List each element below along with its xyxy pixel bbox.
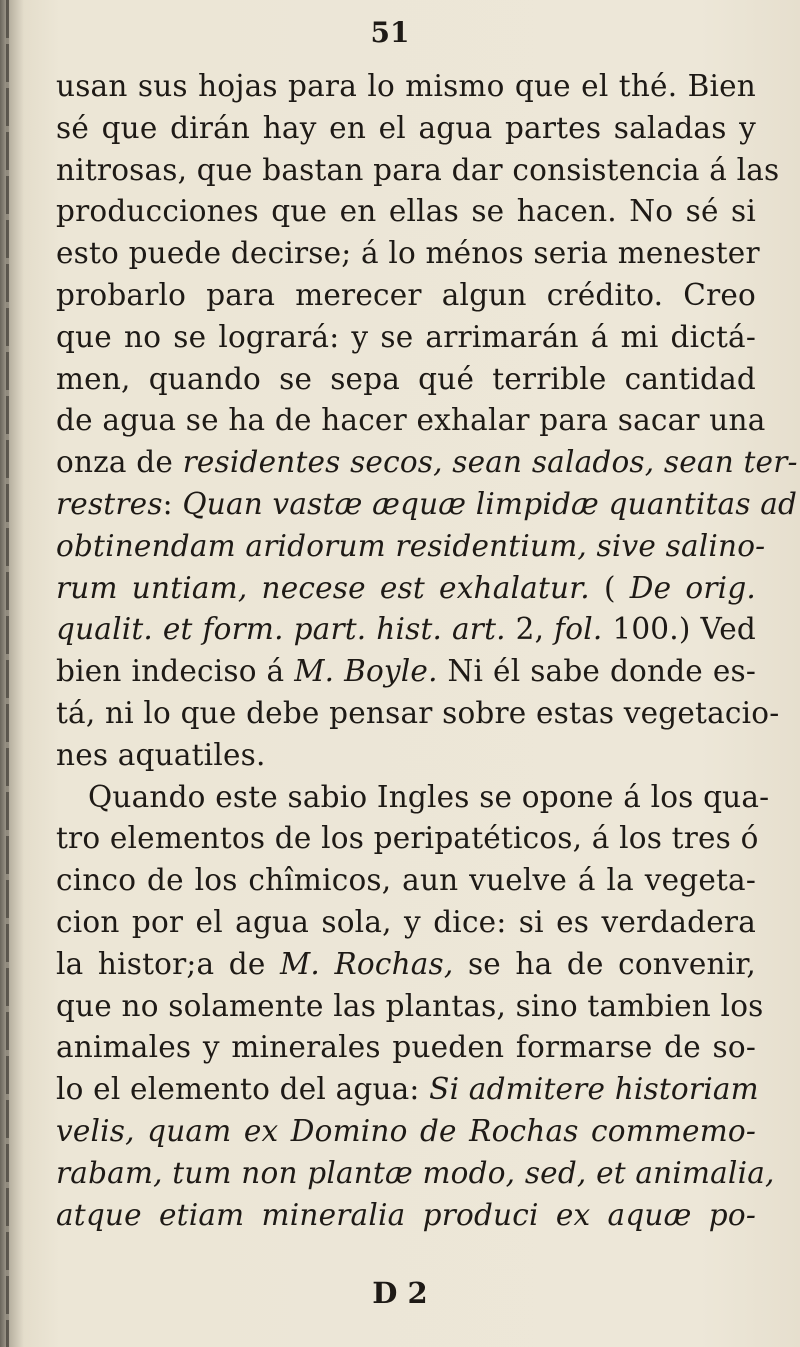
- text-run: la histor;a de: [56, 946, 281, 981]
- text-run: tá, ni lo que debe pensar sobre estas vegetacio-: [56, 695, 780, 730]
- italic-run: M. Rochas,: [280, 946, 454, 981]
- page-number: 51: [370, 16, 410, 49]
- text-run: 100.) Ved: [602, 612, 757, 647]
- text-run: esto puede decirse; á lo ménos seria menester: [56, 236, 760, 271]
- text-line: [56, 944, 756, 986]
- text-line: [56, 693, 780, 735]
- italic-run: residentes secos, sean salados, sean ter-: [182, 445, 798, 480]
- text-run: nes aquatiles.: [56, 737, 266, 772]
- text-run: cion por el agua sola, y dice: si es verdadera: [56, 904, 756, 939]
- italic-run: qualit. et form. part. hist. art.: [56, 612, 506, 647]
- text-run: nitrosas, que bastan para dar consistencia á las: [56, 152, 780, 187]
- italic-run: velis, quam ex Domino de Rochas commemo-: [56, 1113, 756, 1148]
- text-line: [56, 860, 756, 902]
- binding-gutter: [6, 0, 9, 1347]
- italic-run: atque etiam mineralia produci ex aquæ po-: [56, 1197, 756, 1232]
- text-line: [56, 359, 756, 401]
- text-line: [56, 317, 756, 359]
- italic-run: obtinendam aridorum residentium, sive salino-: [56, 528, 766, 563]
- text-line: [56, 818, 759, 860]
- italic-run: De orig.: [629, 570, 756, 605]
- text-line: [56, 150, 780, 192]
- text-run: Quando este sabio Ingles se opone á los qua-: [88, 779, 770, 814]
- text-run: 2,: [505, 612, 555, 647]
- text-line: [56, 609, 756, 651]
- text-run: animales y minerales pueden formarse de so-: [56, 1030, 756, 1065]
- text-line: [56, 526, 766, 568]
- text-run: tro elementos de los peripatéticos, á los tres ó: [56, 821, 759, 856]
- text-line: [56, 66, 756, 108]
- text-line: [56, 233, 760, 275]
- body-text: [56, 66, 798, 1236]
- text-line: [56, 651, 756, 693]
- text-run: de agua se ha de hacer exhalar para sacar una: [56, 403, 766, 438]
- text-run: usan sus hojas para lo mismo que el thé. Bien: [56, 69, 756, 103]
- text-line: [56, 1153, 775, 1195]
- text-line: [56, 442, 798, 484]
- text-line: [56, 568, 756, 610]
- text-run: sé que dirán hay en el agua partes saladas y: [56, 110, 756, 145]
- text-run: Ni él sabe donde es-: [437, 654, 756, 689]
- text-line: [56, 275, 756, 317]
- signature-mark: D 2: [372, 1276, 428, 1310]
- text-line: [56, 1111, 756, 1153]
- text-line: [56, 484, 798, 526]
- text-run: probarlo para merecer algun crédito. Creo: [56, 277, 756, 312]
- text-line: [56, 986, 764, 1028]
- text-line: [56, 1069, 759, 1111]
- text-line: [56, 108, 756, 150]
- italic-run: M. Boyle.: [294, 654, 438, 689]
- text-run: onza de: [56, 445, 183, 480]
- italic-run: Si admitere historiam: [429, 1072, 759, 1107]
- text-line: [56, 735, 756, 777]
- italic-run: rabam, tum non plantæ modo, sed, et animalia,: [56, 1155, 775, 1190]
- text-run: men, quando se sepa qué terrible cantidad: [56, 361, 756, 396]
- text-run: se ha de convenir,: [453, 946, 756, 981]
- text-run: producciones que en ellas se hacen. No sé si: [56, 194, 756, 229]
- text-run: :: [162, 486, 183, 521]
- text-run: cinco de los chîmicos, aun vuelve á la vegeta-: [56, 863, 756, 898]
- text-run: que no se logrará: y se arrimarán á mi dictá-: [56, 319, 756, 354]
- text-line: [56, 777, 770, 819]
- italic-run: Quan vastæ æquæ limpidæ quantitas ad: [182, 486, 798, 521]
- text-run: bien indeciso á: [56, 654, 295, 689]
- text-line: [56, 400, 766, 442]
- text-line: [56, 191, 756, 233]
- text-line: [56, 1027, 756, 1069]
- italic-run: fol.: [554, 612, 603, 647]
- italic-run: rum untiam, necese est exhalatur.: [56, 570, 604, 605]
- italic-run: restres: [56, 486, 163, 521]
- text-run: lo el elemento del agua:: [56, 1072, 430, 1107]
- text-line: [56, 902, 756, 944]
- text-line: [56, 1195, 756, 1237]
- text-run: que no solamente las plantas, sino tambien los: [56, 988, 764, 1023]
- text-run: (: [603, 570, 630, 605]
